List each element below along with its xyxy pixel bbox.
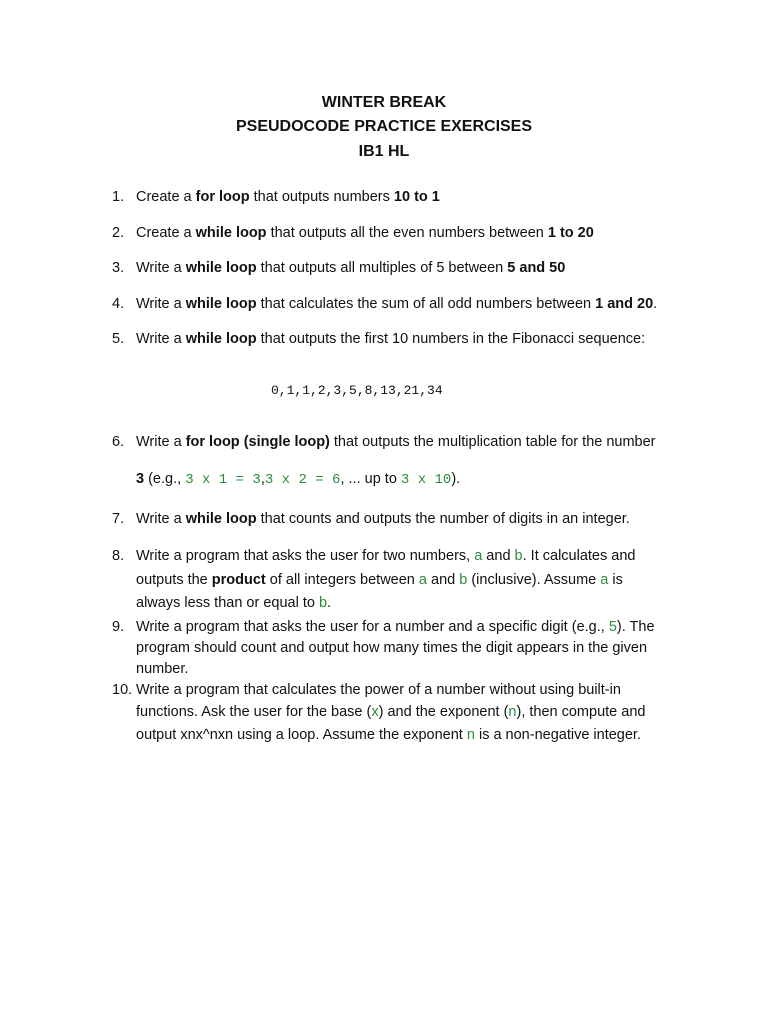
example-expression: 3 x 10	[400, 472, 452, 488]
fibonacci-sequence: 0,1,1,2,3,5,8,13,21,34	[271, 383, 443, 398]
exercise-text-line-2: functions. Ask the user for the base (x) and the exponent (n), then compute and	[136, 704, 646, 720]
exercise-number: 6.	[112, 434, 125, 450]
example-expression: 3 x 1 = 3	[185, 472, 261, 488]
exercise-text-line-3: number.	[136, 661, 189, 677]
exercise-text-line-2: 3 (e.g., 3 x 1 = 3,3 x 2 = 6, ... up to 3 x 10).	[136, 471, 461, 488]
title-line-1: WINTER BREAK	[321, 94, 447, 111]
exercise-text-line-2: outputs the product of all integers between a and b (inclusive). Assume a is	[136, 572, 623, 588]
exercise-number: 8.	[112, 548, 125, 564]
exercise-text-line-3: always less than or equal to b.	[136, 595, 332, 611]
exercise-number: 10.	[112, 682, 133, 698]
exercise-text: Write a while loop that calculates the sum of all odd numbers between 1 and 20.	[136, 296, 658, 312]
exercise-number: 9.	[112, 619, 125, 635]
exercise-text: Write a for loop (single loop) that outputs the multiplication table for the number	[136, 434, 656, 450]
exercise-text: Create a for loop that outputs numbers 10 to 1	[136, 189, 440, 205]
example-expression: 3 x 2 = 6	[264, 472, 341, 488]
exercise-number: 7.	[112, 511, 125, 527]
exercise-text: Write a while loop that outputs all multiples of 5 between 5 and 50	[136, 260, 566, 276]
exercise-text: Create a while loop that outputs all the even numbers between 1 to 20	[136, 225, 594, 241]
exercise-number: 1.	[112, 189, 125, 205]
exercise-text-line-3: output xnx^nxn using a loop. Assume the exponent n is a non-negative integer.	[136, 727, 641, 743]
title-line-3: IB1 HL	[358, 143, 410, 160]
exercise-number: 4.	[112, 296, 125, 312]
exercise-text: Write a program that asks the user for a number and a specific digit (e.g., 5). The	[136, 619, 655, 635]
exercise-text-line-2: program should count and output how many times the digit appears in the given	[136, 640, 648, 656]
exercise-number: 5.	[112, 331, 125, 347]
exercise-text: Write a while loop that outputs the first 10 numbers in the Fibonacci sequence:	[136, 331, 646, 347]
exercise-text: Write a program that asks the user for two numbers, a and b. It calculates and	[136, 548, 636, 564]
exercise-number: 3.	[112, 260, 125, 276]
exercise-number: 2.	[112, 225, 125, 241]
exercise-text: Write a while loop that counts and outputs the number of digits in an integer.	[136, 511, 630, 527]
exercise-text: Write a program that calculates the power of a number without using built-in	[136, 682, 621, 698]
title-line-2: PSEUDOCODE PRACTICE EXERCISES	[235, 118, 533, 135]
